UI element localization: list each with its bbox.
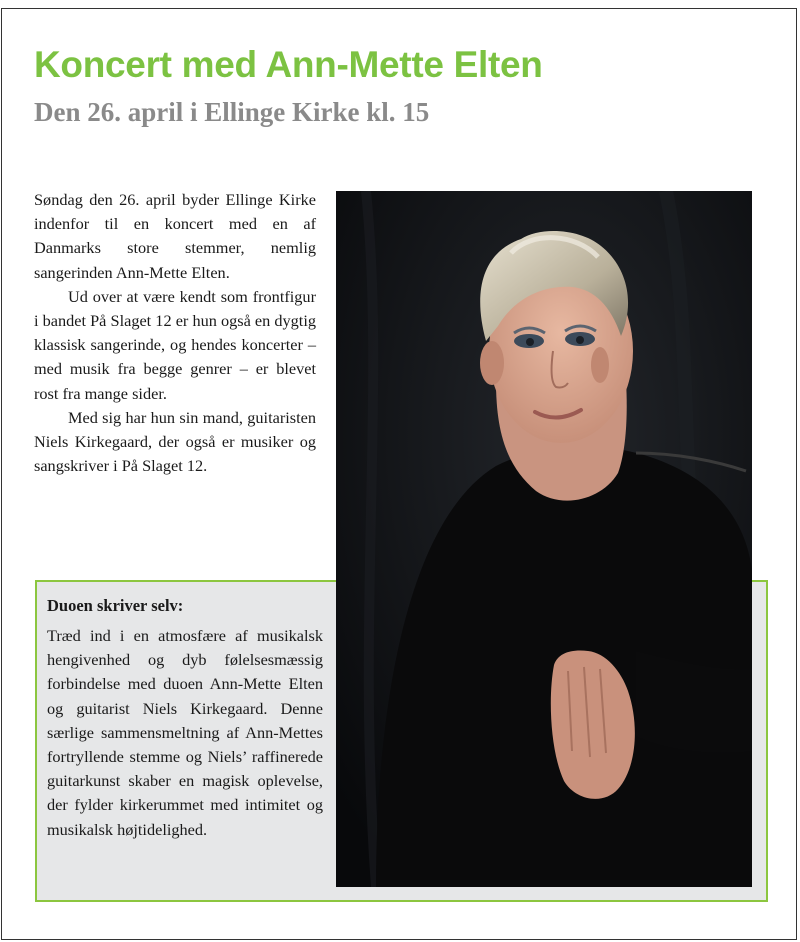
portrait-photo <box>336 191 752 887</box>
page-title: Koncert med Ann-Mette Elten <box>34 44 543 85</box>
quote-heading: Duoen skriver selv: <box>47 596 184 615</box>
page-subtitle: Den 26. april i Ellinge Kirke kl. 15 <box>34 97 430 127</box>
article-paragraph: Ud over at være kendt som frontfigur i bandet På Slaget 12 er hun også en dygtig klassisk sangerinde, og hendes koncerter – med musik fra begge genrer – er blevet rost fra mange sider. <box>34 286 316 403</box>
article-paragraph: Søndag den 26. april byder Ellinge Kirke indenfor til en koncert med en af Danmarks store stemmer, nemlig sangerinden Ann-Mette Elten. <box>34 190 316 282</box>
quote-body <box>47 624 323 842</box>
quote-paragraph: Træd ind i en atmosfære af musikalsk hengivenhed og dyb følelsesmæssig forbindelse med duoen Ann-Mette Elten og guitarist Niels Kirkegaard. Denne særlige sammensmeltning af Ann-Mettes fortryllende stemme og Niels’ raffinerede guitarkunst skaber en magisk oplevelse, der fylder kirkerummet med intimitet og musikalsk højtidelighed. <box>47 626 323 839</box>
article-body <box>34 188 316 478</box>
article-paragraph: Med sig har hun sin mand, guitaristen Niels Kirkegaard, der også er musiker og sangskriver i På Slaget 12. <box>34 407 316 476</box>
